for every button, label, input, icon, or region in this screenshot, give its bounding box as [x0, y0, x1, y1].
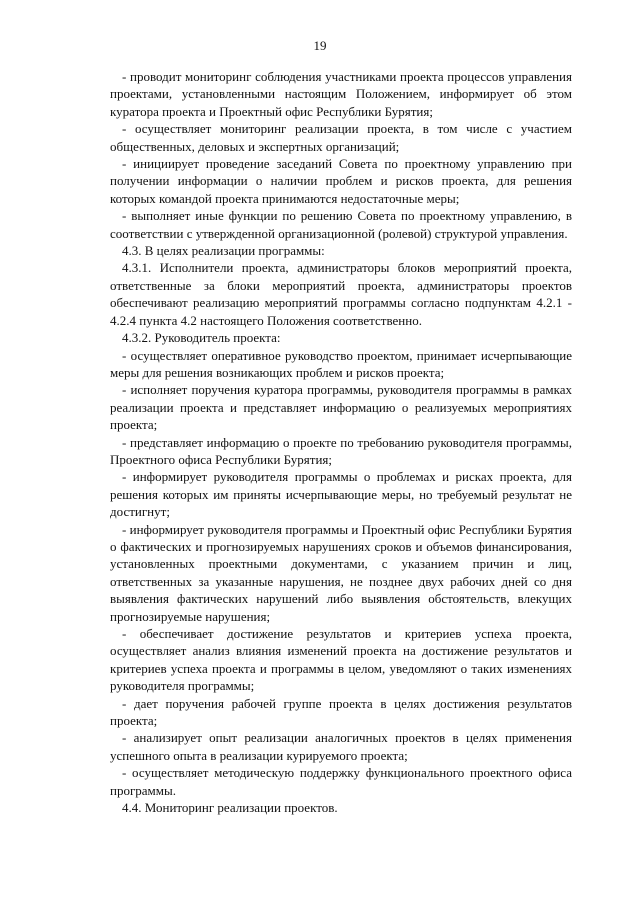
paragraph: - информирует руководителя программы и Проектный офис Республики Бурятия о фактических и прогнозируемых нарушениях сроков и объемов финансирования, установленных проектными документами, с указанием причин и лиц, ответственных за указанные нарушения, не позднее двух рабочих дней со дня выявления фактических нарушений либо выявления обстоятельств, влекущих прогнозируемые нарушения;	[110, 521, 572, 624]
section-heading-4-3-2: 4.3.2. Руководитель проекта:	[122, 330, 281, 346]
paragraph: - осуществляет мониторинг реализации проекта, в том числе с участием общественных, деловых и экспертных организаций;	[110, 121, 572, 154]
section-heading-4-4: 4.4. Мониторинг реализации проектов.	[122, 800, 338, 816]
body-text	[110, 68, 572, 816]
paragraph: - обеспечивает достижение результатов и критериев успеха проекта, осуществляет анализ влияния изменений проекта на достижение результатов и критериев успеха проекта и программы в целом, уведомляют о таких изменениях руководителя программы;	[110, 626, 572, 694]
paragraph: - представляет информацию о проекте по требованию руководителя программы, Проектного офиса Республики Бурятия;	[110, 434, 572, 467]
paragraph: 4.3.1. Исполнители проекта, администраторы блоков мероприятий проекта, ответственные за блоки мероприятий проекта, администраторы проектов обеспечивают реализацию мероприятий программы согласно подпунктам 4.2.1 - 4.2.4 пункта 4.2 настоящего Положения соответственно.	[110, 260, 572, 328]
paragraph: - информирует руководителя программы о проблемах и рисках проекта, для решения которых им приняты исчерпывающие меры, но требуемый результат не достигнут;	[110, 469, 572, 520]
paragraph: - инициирует проведение заседаний Совета по проектному управлению при получении информации о наличии проблем и рисков проекта, для решения которых командой проекта принимаются недостаточные меры;	[110, 156, 572, 206]
paragraph: - анализирует опыт реализации аналогичных проектов в целях применения успешного опыта в реализации курируемого проекта;	[110, 730, 572, 763]
paragraph: - выполняет иные функции по решению Совета по проектному управлению, в соответствии с утвержденной организационной (ролевой) структурой управления.	[110, 208, 572, 241]
section-heading-4-3: 4.3. В целях реализации программы:	[122, 243, 325, 259]
paragraph: - осуществляет оперативное руководство проектом, принимает исчерпывающие меры для решения возникающих проблем и рисков проекта;	[110, 347, 572, 380]
paragraph: - дает поручения рабочей группе проекта в целях достижения результатов проекта;	[110, 695, 572, 729]
paragraph: - проводит мониторинг соблюдения участниками проекта процессов управления проектами, установленными настоящим Положением, информирует об этом куратора проекта и Проектный офис Республики Бурятия;	[110, 69, 572, 119]
page-number: 19	[313, 38, 327, 53]
paragraph: - осуществляет методическую поддержку функционального проектного офиса программы.	[110, 765, 572, 798]
paragraph: - исполняет поручения куратора программы, руководителя программы в рамках реализации проекта и представляет информацию о реализуемых мероприятиях проекта;	[110, 382, 572, 433]
